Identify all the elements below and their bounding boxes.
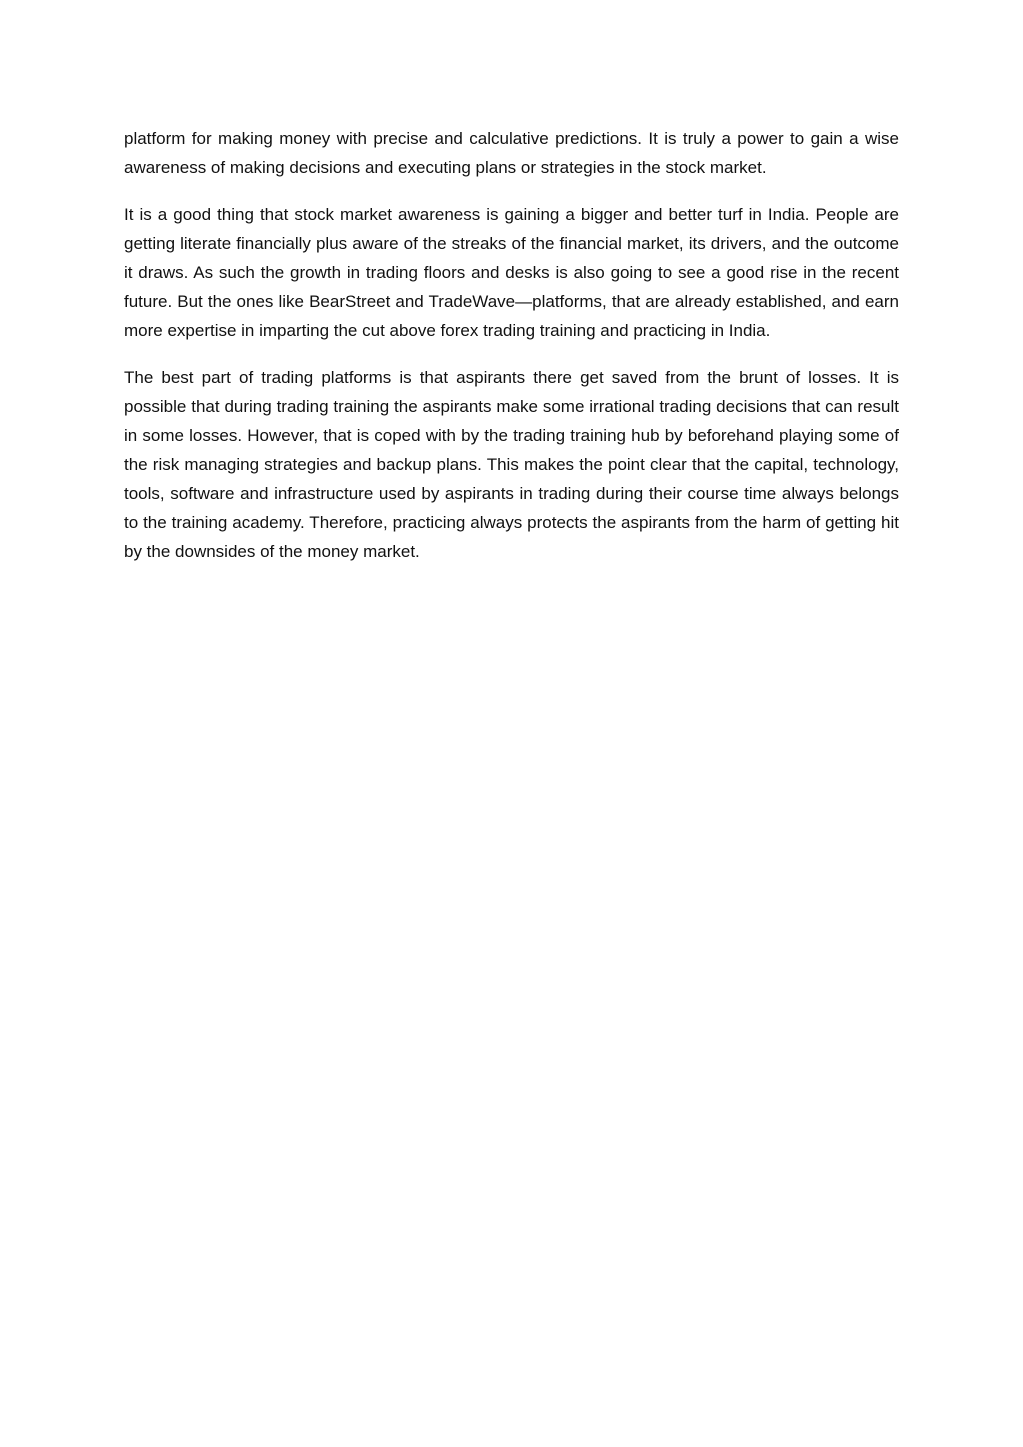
paragraph-2: It is a good thing that stock market awareness is gaining a bigger and better turf in India. People are getting literate financially plus aware of the streaks of the financial market, its drivers, and the outcome it draws. As such the growth in trading floors and desks is also going to see a good rise in the recent future. But the ones like BearStreet and TradeWave—platforms, that are already established, and earn more expertise in imparting the cut above forex trading training and practicing in India. <box>124 205 899 340</box>
body-text <box>124 124 899 584</box>
paragraph-3: The best part of trading platforms is that aspirants there get saved from the brunt of losses. It is possible that during trading training the aspirants make some irrational trading decisions that can result in some losses. However, that is coped with by the trading training hub by beforehand playing some of the risk managing strategies and backup plans. This makes the point clear that the capital, technology, tools, software and infrastructure used by aspirants in trading during their course time always belongs to the training academy. Therefore, practicing always protects the aspirants from the harm of getting hit by the downsides of the money market. <box>124 368 899 561</box>
paragraph-1: platform for making money with precise and calculative predictions. It is truly a power to gain a wise awareness of making decisions and executing plans or strategies in the stock market. <box>124 129 899 177</box>
